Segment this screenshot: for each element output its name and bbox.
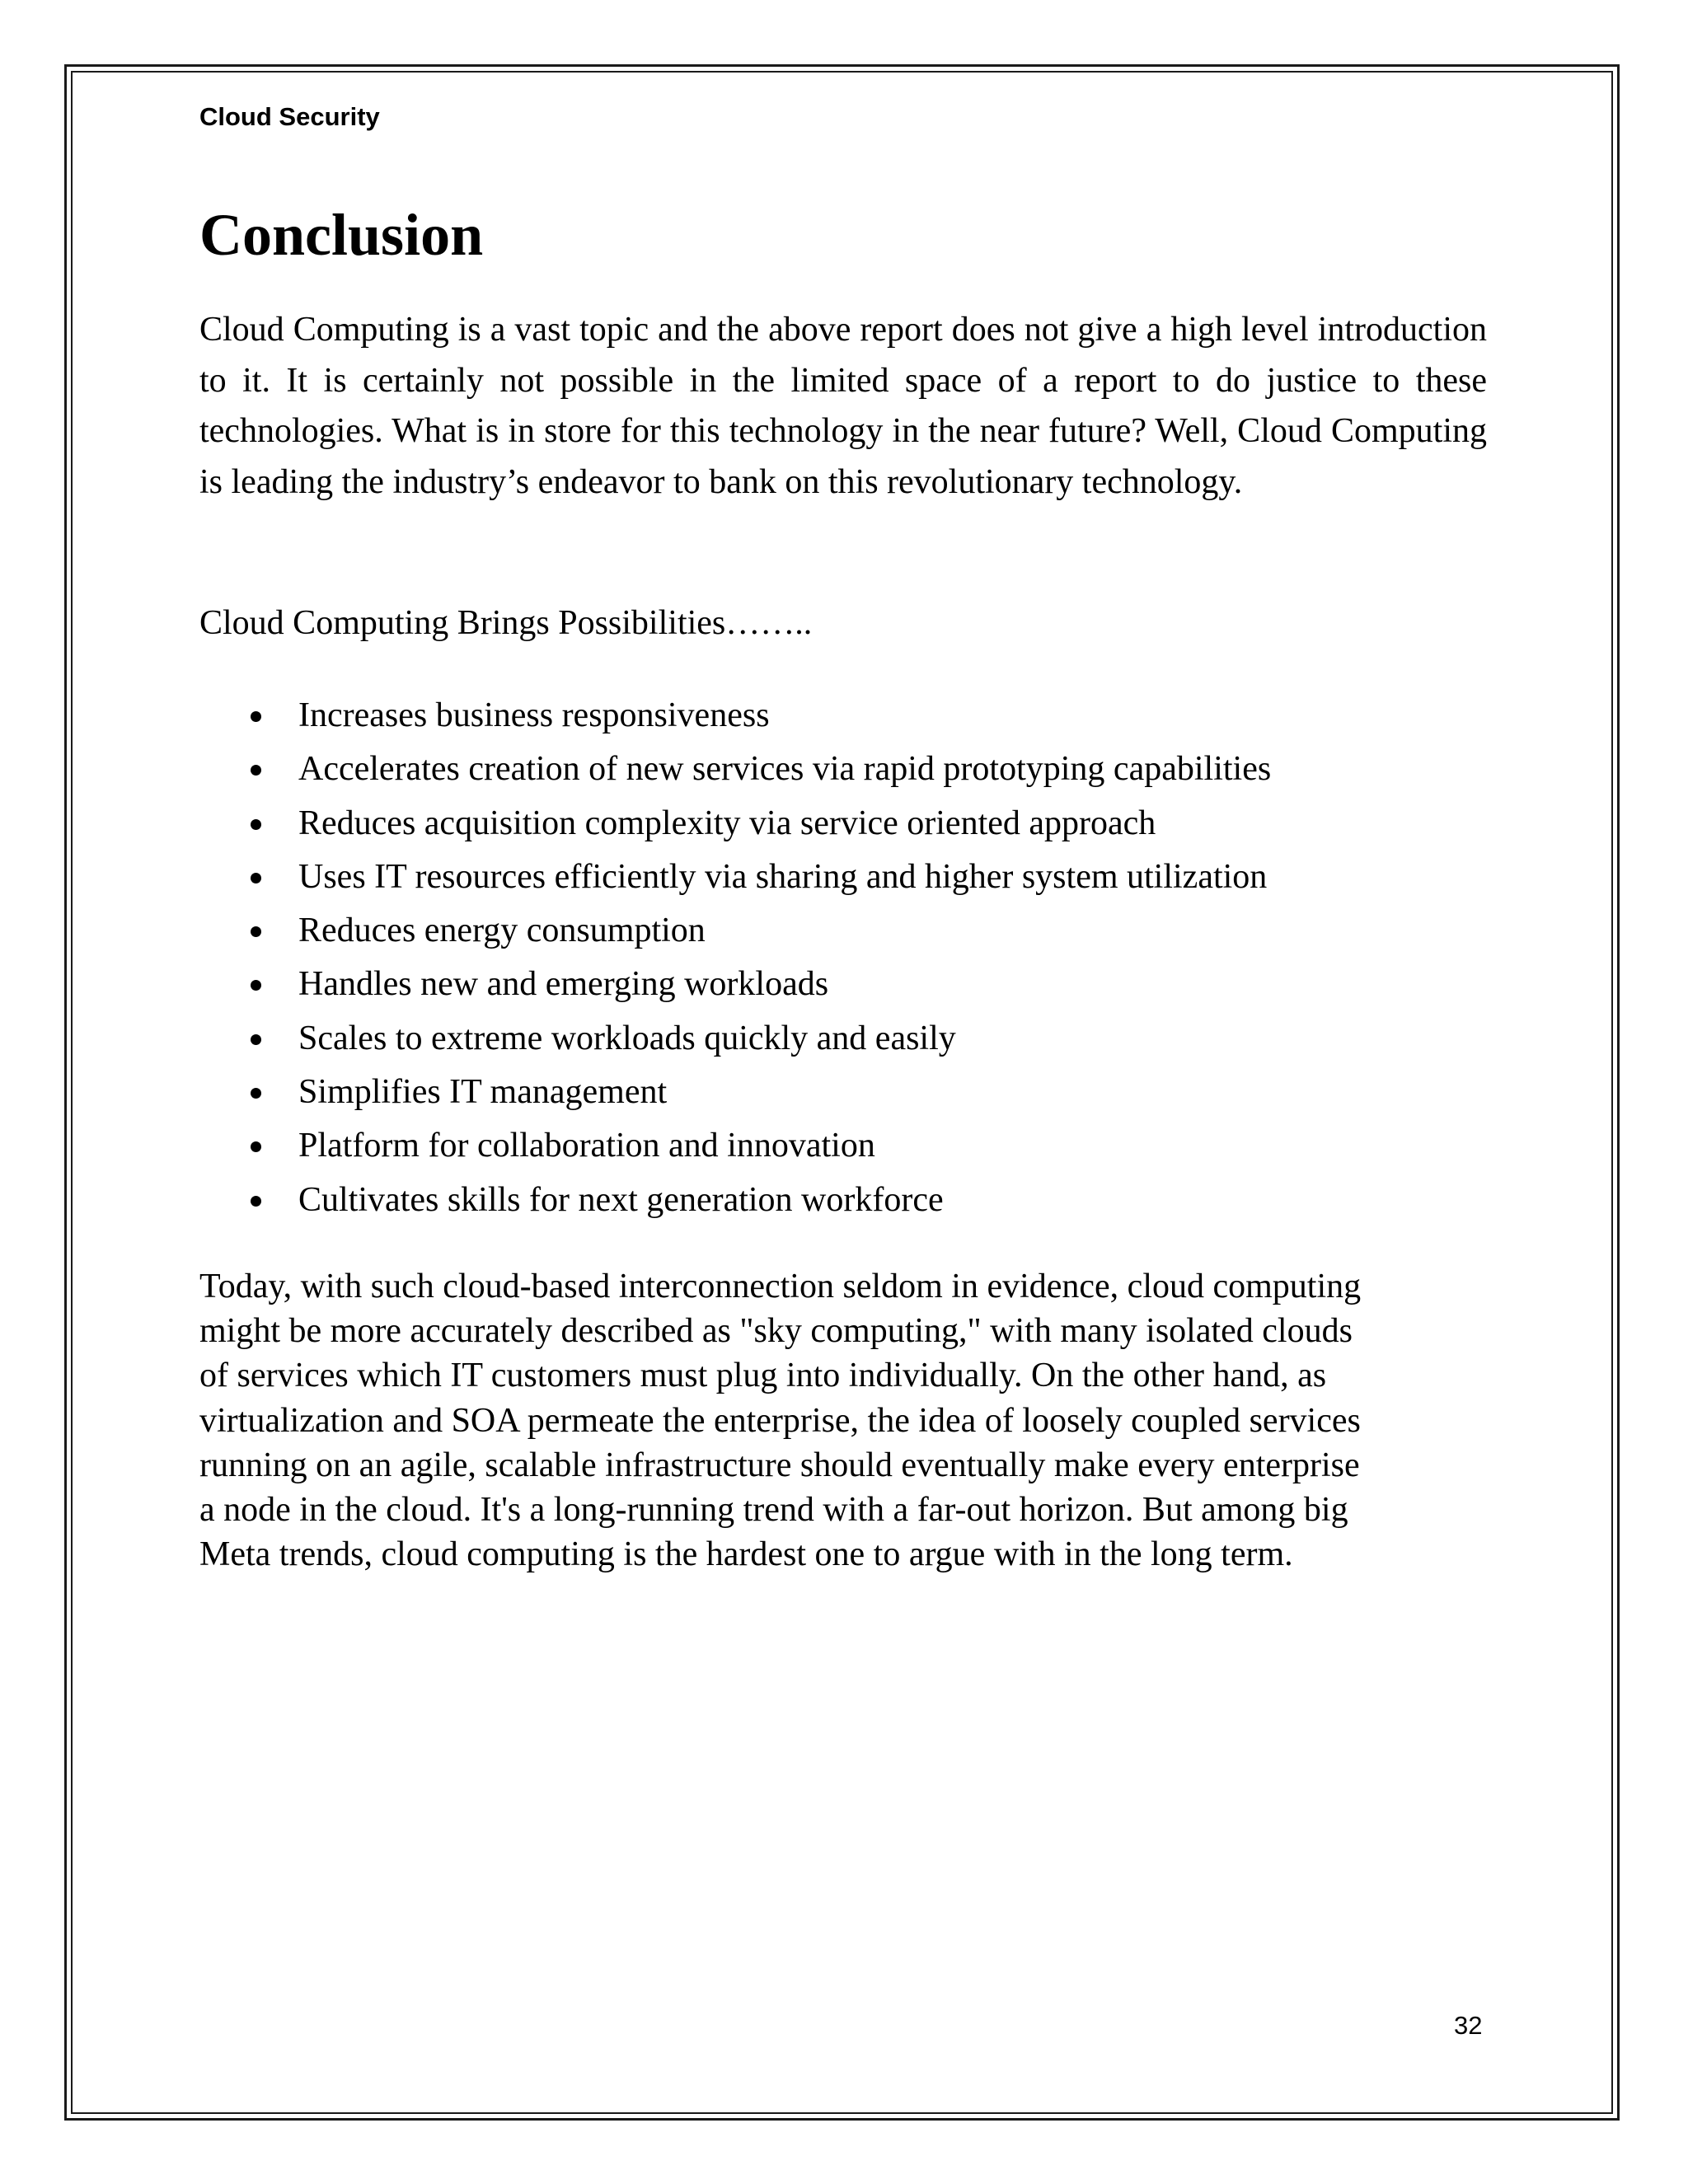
- page-number: 32: [1454, 2011, 1483, 2040]
- bullet-icon: [251, 980, 261, 991]
- list-item: [199, 851, 1271, 904]
- list-item-text: Cultivates skills for next generation workforce: [298, 1180, 944, 1219]
- list-item: [199, 904, 1271, 958]
- bullet-icon: [251, 1196, 261, 1207]
- possibilities-list: [199, 689, 1271, 1227]
- list-item-text: Uses IT resources efficiently via sharing and higher system utilization: [298, 857, 1268, 896]
- list-item-text: Reduces acquisition complexity via service oriented approach: [298, 804, 1156, 842]
- list-item: [199, 689, 1271, 743]
- closing-paragraph-line: of services which IT customers must plug into individually. On the other hand, as: [199, 1357, 1327, 1395]
- list-item: [199, 1066, 1271, 1119]
- bullet-icon: [251, 1141, 261, 1152]
- possibilities-lead-in: Cloud Computing Brings Possibilities……..: [199, 604, 813, 642]
- list-item: [199, 1174, 1271, 1227]
- running-header: Cloud Security: [199, 102, 380, 131]
- list-item-text: Increases business responsiveness: [298, 696, 770, 734]
- list-item-text: Platform for collaboration and innovation: [298, 1127, 875, 1165]
- bullet-icon: [251, 926, 261, 937]
- bullet-icon: [251, 1034, 261, 1045]
- closing-paragraph-line: Today, with such cloud-based interconnection seldom in evidence, cloud computing: [199, 1268, 1362, 1305]
- bullet-icon: [251, 711, 261, 722]
- closing-paragraph-line: virtualization and SOA permeate the enterprise, the idea of loosely coupled services: [199, 1401, 1361, 1440]
- section-title: Conclusion: [199, 202, 484, 268]
- intro-paragraph: Cloud Computing is a vast topic and the above report does not give a high level introduction to it. It is certainly not possible in the limited space of a report to do justice to these technologies. What is in store for this technology in the near future? Well, Cloud Computing is leading the industry’s endeavor to bank on this revolutionary technology.: [199, 311, 1487, 501]
- list-item-text: Reduces energy consumption: [298, 912, 706, 950]
- closing-paragraph-line: might be more accurately described as "sky computing," with many isolated clouds: [199, 1312, 1353, 1351]
- bullet-icon: [251, 765, 261, 776]
- closing-paragraph: [199, 1264, 1502, 1577]
- bullet-icon: [251, 819, 261, 830]
- list-item: [199, 1119, 1271, 1173]
- list-item-text: Accelerates creation of new services via rapid prototyping capabilities: [298, 750, 1272, 789]
- list-item-text: Simplifies IT management: [298, 1073, 668, 1112]
- list-item: [199, 1012, 1271, 1066]
- closing-paragraph-line: a node in the cloud. It's a long-running trend with a far-out horizon. But among big: [199, 1491, 1348, 1530]
- closing-paragraph-line: Meta trends, cloud computing is the hardest one to argue with in the long term.: [199, 1535, 1293, 1574]
- list-item: [199, 958, 1271, 1011]
- list-item-text: Handles new and emerging workloads: [298, 965, 829, 1004]
- list-item-text: Scales to extreme workloads quickly and easily: [298, 1019, 956, 1057]
- closing-paragraph-line: running on an agile, scalable infrastructure should eventually make every enterprise: [199, 1446, 1360, 1484]
- list-item: [199, 797, 1271, 851]
- bullet-icon: [251, 1088, 261, 1099]
- list-item: [199, 743, 1271, 796]
- bullet-icon: [251, 873, 261, 883]
